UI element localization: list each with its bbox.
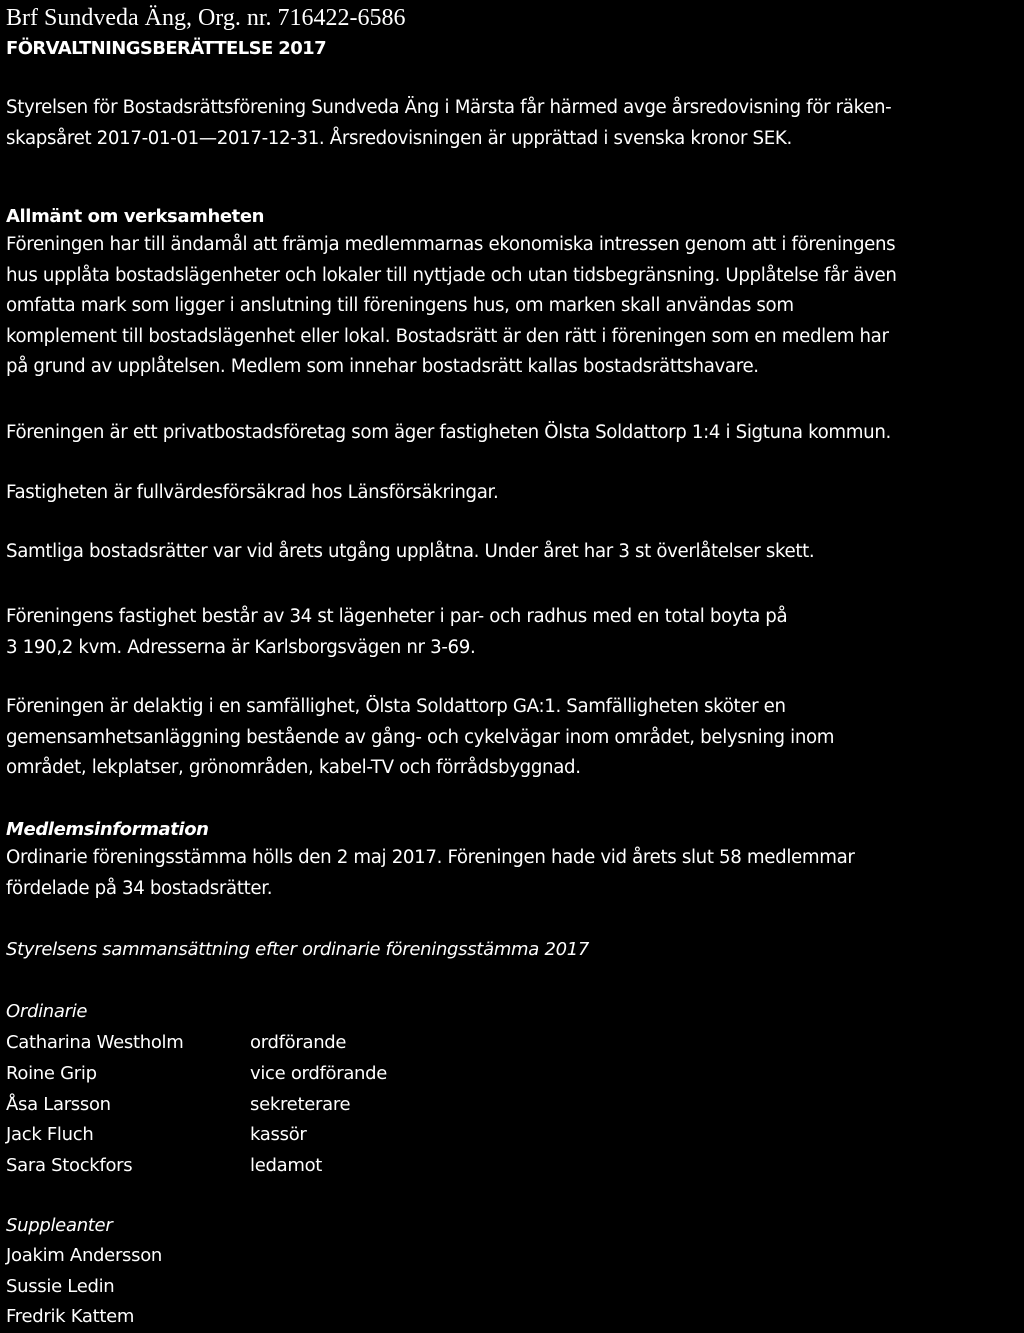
member-name: Åsa Larsson xyxy=(6,1093,111,1115)
paragraph-line: komplement till bostadslägenhet eller lokal. Bostadsrätt är den rätt i föreningen som en medlem har xyxy=(6,325,889,347)
board-member-row xyxy=(6,1028,387,1059)
paragraph-line: omfatta mark som ligger i anslutning till föreningens hus, om marken skall användas som xyxy=(6,295,794,317)
member-name: Jack Fluch xyxy=(6,1124,94,1146)
forsakring-paragraph xyxy=(6,478,1022,509)
board-members-list xyxy=(6,1028,387,1182)
section-heading-medlemsinformation: Medlemsinformation xyxy=(6,819,209,840)
intro-paragraph xyxy=(6,93,1022,154)
member-name: Catharina Westholm xyxy=(6,1032,184,1053)
deputies-list xyxy=(6,1241,162,1333)
intro-line: Styrelsen för Bostadsrättsförening Sundveda Äng i Märsta får härmed avge årsredovisning för räken- xyxy=(6,97,892,118)
section-heading-verksamheten: Allmänt om verksamheten xyxy=(6,206,265,227)
member-role: vice ordförande xyxy=(250,1062,388,1084)
member-role: kassör xyxy=(250,1124,307,1146)
paragraph-line: området, lekplatser, grönområden, kabel-TV och förrådsbyggnad. xyxy=(6,757,581,779)
board-member-row xyxy=(6,1151,387,1182)
paragraph-line: Fastigheten är fullvärdesförsäkrad hos Länsförsäkringar. xyxy=(6,482,499,503)
intro-line: skapsåret 2017-01-01—2017-12-31. Årsredovisningen är upprättad i svenska kronor SEK. xyxy=(6,127,792,149)
deputy-name: Sussie Ledin xyxy=(6,1275,115,1297)
paragraph-line: Samtliga bostadsrätter var vid årets utgång upplåtna. Under året har 3 st överlåtelser skett. xyxy=(6,541,815,562)
member-name: Roine Grip xyxy=(6,1062,97,1084)
paragraph-line: Föreningen har till ändamål att främja medlemmarnas ekonomiska intressen genom att i föreningens xyxy=(6,234,896,255)
paragraph-line: Föreningen är ett privatbostadsföretag som äger fastigheten Ölsta Soldattorp 1:4 i Sigtuna kommun. xyxy=(6,422,891,443)
paragraph-line: på grund av upplåtelsen. Medlem som innehar bostadsrätt kallas bostadsrättshavare. xyxy=(6,356,759,378)
paragraph-line: hus upplåta bostadslägenheter och lokaler till nyttjade och utan tidsbegränsning. Upplåtelse får även xyxy=(6,264,897,286)
paragraph-line: Ordinarie föreningsstämma hölls den 2 maj 2017. Föreningen hade vid årets slut 58 medlemmar xyxy=(6,847,855,868)
deputy-name: Fredrik Kattem xyxy=(6,1306,135,1327)
board-member-row xyxy=(6,1120,387,1151)
samfallighet-paragraph xyxy=(6,692,1022,784)
upplatna-paragraph xyxy=(6,537,1022,568)
medlemsinformation-paragraph xyxy=(6,843,1022,904)
paragraph-line: 3 190,2 kvm. Adresserna är Karlsborgsvägen nr 3-69. xyxy=(6,636,476,658)
deputy-name: Joakim Andersson xyxy=(6,1245,163,1266)
suppleanter-label: Suppleanter xyxy=(6,1215,113,1236)
member-name: Sara Stockfors xyxy=(6,1155,133,1177)
member-role: ordförande xyxy=(250,1032,347,1053)
verksamheten-paragraph xyxy=(6,230,1022,383)
organization-line: Brf Sundveda Äng, Org. nr. 716422-6586 xyxy=(6,5,406,31)
paragraph-line: gemensamhetsanläggning bestående av gång- och cykelvägar inom området, belysning inom xyxy=(6,726,835,748)
ordinarie-label: Ordinarie xyxy=(6,1001,88,1022)
board-member-row xyxy=(6,1059,387,1090)
fastighet-paragraph xyxy=(6,418,1022,449)
paragraph-line: Föreningen är delaktig i en samfällighet, Ölsta Soldattorp GA:1. Samfälligheten sköter en xyxy=(6,696,786,717)
styrelse-heading: Styrelsens sammansättning efter ordinarie föreningsstämma 2017 xyxy=(6,939,590,960)
board-member-row xyxy=(6,1090,387,1121)
document-title: FÖRVALTNINGSBERÄTTELSE 2017 xyxy=(6,38,326,59)
paragraph-line: Föreningens fastighet består av 34 st lägenheter i par- och radhus med en total boyta på xyxy=(6,606,788,627)
paragraph-line: fördelade på 34 bostadsrätter. xyxy=(6,877,273,899)
member-role: ledamot xyxy=(250,1155,323,1177)
lagenheter-paragraph xyxy=(6,602,1022,663)
member-role: sekreterare xyxy=(250,1093,351,1115)
